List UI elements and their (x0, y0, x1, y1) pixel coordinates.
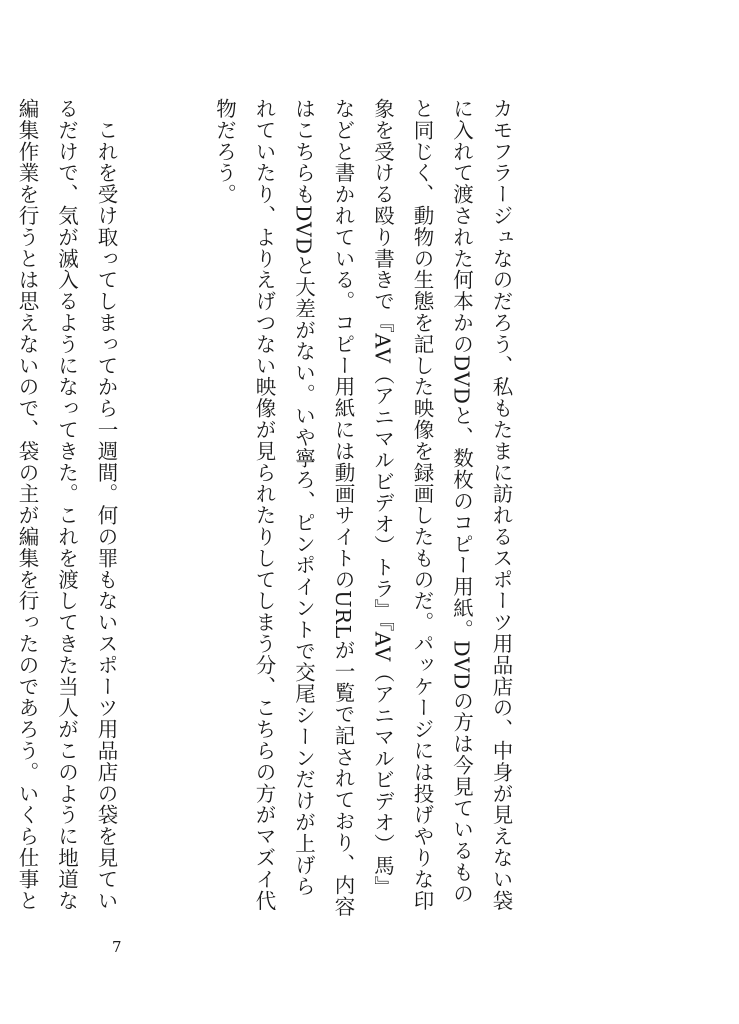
paragraph-2: これを受け取ってしまってから一週間。何の罪もないスポーツ用品店の袋を見ているだけで、気が滅入るようになってきた。これを渡してきた当人がこのように地道な編集作業を行うとは思えないので、袋の主が編集を行ったのであろう。いくら仕事と (15, 98, 118, 912)
vertical-text-body (0, 98, 599, 918)
page-number: 7 (112, 938, 122, 956)
paragraph-1: カモフラージュなのだろう、私もたまに訪れるスポーツ用品店の、中身が見えない袋に入れて渡された何本かのDVDと、数枚のコピー用紙。DVDの方は今見ているものと同じく、動物の生態を記した映像を録画したものだ。パッケージには投げやりな印象を受ける殴り書きで『AV（アニマルビデオ）トラ』『AV（アニマルビデオ）馬』などと書かれている。コピー用紙には動画サイトのURLが一覧で記されており、内容はこちらもDVDと大差がない。いや寧ろ、ピンポイントで交尾シーンだけが上げられていたり、よりえげつない映像が見られたりしてしまう分、こちらの方がマズイ代物だろう。 (212, 98, 513, 918)
